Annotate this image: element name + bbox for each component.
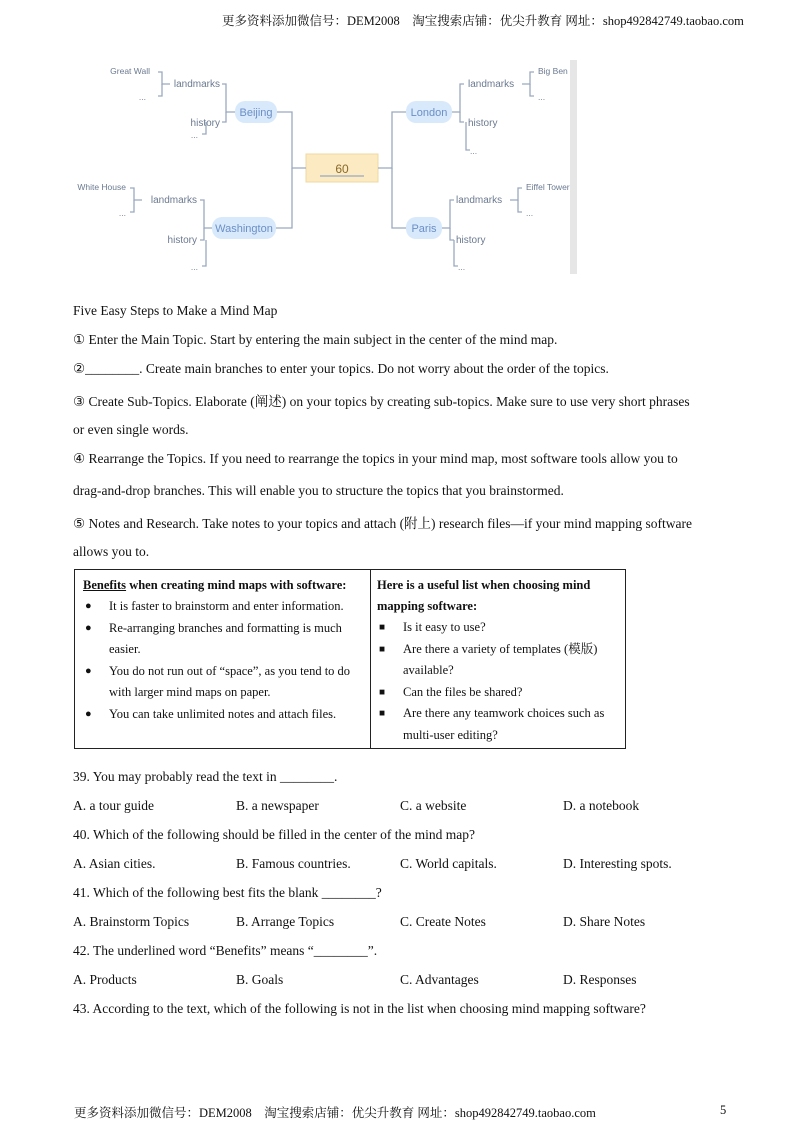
benefit-item: ● You can take unlimited notes and attach files. <box>83 704 362 726</box>
checklist-item: ■ Is it easy to use? <box>377 617 619 639</box>
option-a[interactable]: A. Products <box>73 972 137 987</box>
mind-map-london-history: history <box>468 118 498 129</box>
mind-map-node-beijing-label: Beijing <box>239 107 273 119</box>
question-42: 42. The underlined word “Benefits” means “________”. <box>73 943 378 958</box>
mind-map-beijing-landmarks: landmarks <box>173 79 220 90</box>
step-3: ③ Create Sub-Topics. Elaborate (阐述) on your topics by creating sub-topics. Make sure to use very short phrases <box>73 394 690 409</box>
square-bullet-icon: ■ <box>379 686 386 698</box>
benefits-title <box>83 575 362 596</box>
mind-map-ellipsis: ... <box>470 146 478 156</box>
square-bullet-icon: ■ <box>379 708 386 719</box>
mind-map-washington-landmarks: landmarks <box>150 195 197 206</box>
mind-map-diagram <box>70 56 582 278</box>
step-4: ④ Rearrange the Topics. If you need to rearrange the topics in your mind map, most software tools allow you to <box>73 451 678 466</box>
benefits-underlined-word: Benefits <box>83 578 127 592</box>
mind-map-ellipsis: ... <box>458 262 466 272</box>
benefit-item: ● Re-arranging branches and formatting is much easier. <box>83 618 362 661</box>
mind-map-ellipsis: ... <box>190 130 198 140</box>
option-d[interactable]: D. Share Notes <box>563 914 646 929</box>
step-5: ⑤ Notes and Research. Take notes to your topics and attach (附上) research files—if your mind mapping software <box>73 516 692 531</box>
mind-map-ellipsis: ... <box>138 92 146 102</box>
option-a[interactable]: A. Asian cities. <box>73 856 156 871</box>
checklist-item: ■ Are there any teamwork choices such as multi-user editing? <box>377 703 619 746</box>
option-d[interactable]: D. Interesting spots. <box>563 856 672 871</box>
benefit-item: ● You do not run out of “space”, as you tend to do with larger mind maps on paper. <box>83 661 362 704</box>
mind-map-scrollbar <box>570 60 577 274</box>
mind-map-node-paris-label: Paris <box>411 223 437 235</box>
mind-map-ellipsis: ... <box>118 208 126 218</box>
mind-map-great-wall: Great Wall <box>110 66 150 76</box>
bullet-icon: ● <box>85 707 92 720</box>
step-3-cont: or even single words. <box>73 422 189 437</box>
page-number: 5 <box>720 1103 727 1117</box>
question-39: 39. You may probably read the text in ________. <box>73 769 338 784</box>
mind-map-white-house: White House <box>77 182 126 192</box>
option-c[interactable]: C. World capitals. <box>400 856 497 871</box>
question-40: 40. Which of the following should be filled in the center of the mind map? <box>73 827 476 842</box>
square-bullet-icon: ■ <box>379 622 386 633</box>
step-1: ① Enter the Main Topic. Start by entering the main subject in the center of the mind map. <box>73 332 558 347</box>
step-4-cont: drag-and-drop branches. This will enable you to structure the topics that you brainstormed. <box>73 483 564 498</box>
mind-map-ellipsis: ... <box>190 262 198 272</box>
question-43: 43. According to the text, which of the following is not in the list when choosing mind mapping software? <box>73 1001 646 1016</box>
software-table <box>74 569 626 749</box>
checklist-item: ■ Can the files be shared? <box>377 682 619 704</box>
step-5-cont: allows you to. <box>73 544 150 559</box>
benefits-title-rest: when creating mind maps with software: <box>126 578 347 592</box>
mind-map-center-label: 60 <box>335 162 349 176</box>
option-d[interactable]: D. Responses <box>563 972 637 987</box>
mind-map-ellipsis: ... <box>538 92 546 102</box>
option-d[interactable]: D. a notebook <box>563 798 640 813</box>
passage-title: Five Easy Steps to Make a Mind Map <box>73 303 278 318</box>
bullet-icon: ● <box>85 664 92 677</box>
checklist-title: Here is a useful list when choosing mind mapping software: <box>377 578 591 613</box>
option-c[interactable]: C. Create Notes <box>400 914 486 929</box>
question-41: 41. Which of the following best fits the blank ________? <box>73 885 382 900</box>
mind-map-beijing-history: history <box>190 118 220 129</box>
option-b[interactable]: B. a newspaper <box>236 798 319 813</box>
checklist-column <box>371 570 625 748</box>
square-bullet-icon: ■ <box>379 643 386 655</box>
benefit-item: ● It is faster to brainstorm and enter information. <box>83 596 362 618</box>
mind-map-london-landmarks: landmarks <box>468 79 515 90</box>
option-b[interactable]: B. Goals <box>236 972 284 987</box>
checklist-item: ■ Are there a variety of templates (模版) available? <box>377 639 619 682</box>
option-b[interactable]: B. Famous countries. <box>236 856 351 871</box>
option-c[interactable]: C. a website <box>400 798 467 813</box>
mind-map-node-london-label: London <box>410 107 448 119</box>
page-footer: 更多资料添加微信号：DEM2008 淘宝搜索店铺：优尖升教育 网址：shop492842749.taobao.com <box>74 1106 596 1120</box>
option-c[interactable]: C. Advantages <box>400 972 479 987</box>
mind-map-washington-history: history <box>167 235 197 246</box>
mind-map-ellipsis: ... <box>526 208 534 218</box>
option-a[interactable]: A. a tour guide <box>73 798 154 813</box>
benefits-column <box>75 570 371 748</box>
option-a[interactable]: A. Brainstorm Topics <box>73 914 190 929</box>
bullet-icon: ● <box>85 621 92 634</box>
mind-map-eiffel-tower: Eiffel Tower <box>526 182 570 192</box>
mind-map-big-ben: Big Ben <box>538 66 568 76</box>
step-2: ②________. Create main branches to enter your topics. Do not worry about the order of the topics. <box>73 361 609 376</box>
bullet-icon: ● <box>85 600 92 612</box>
mind-map-node-washington-label: Washington <box>215 223 273 235</box>
page-header: 更多资料添加微信号：DEM2008 淘宝搜索店铺：优尖升教育 网址：shop492842749.taobao.com <box>222 14 744 28</box>
option-b[interactable]: B. Arrange Topics <box>236 914 335 929</box>
mind-map-paris-history: history <box>456 235 486 246</box>
mind-map-paris-landmarks: landmarks <box>456 195 503 206</box>
